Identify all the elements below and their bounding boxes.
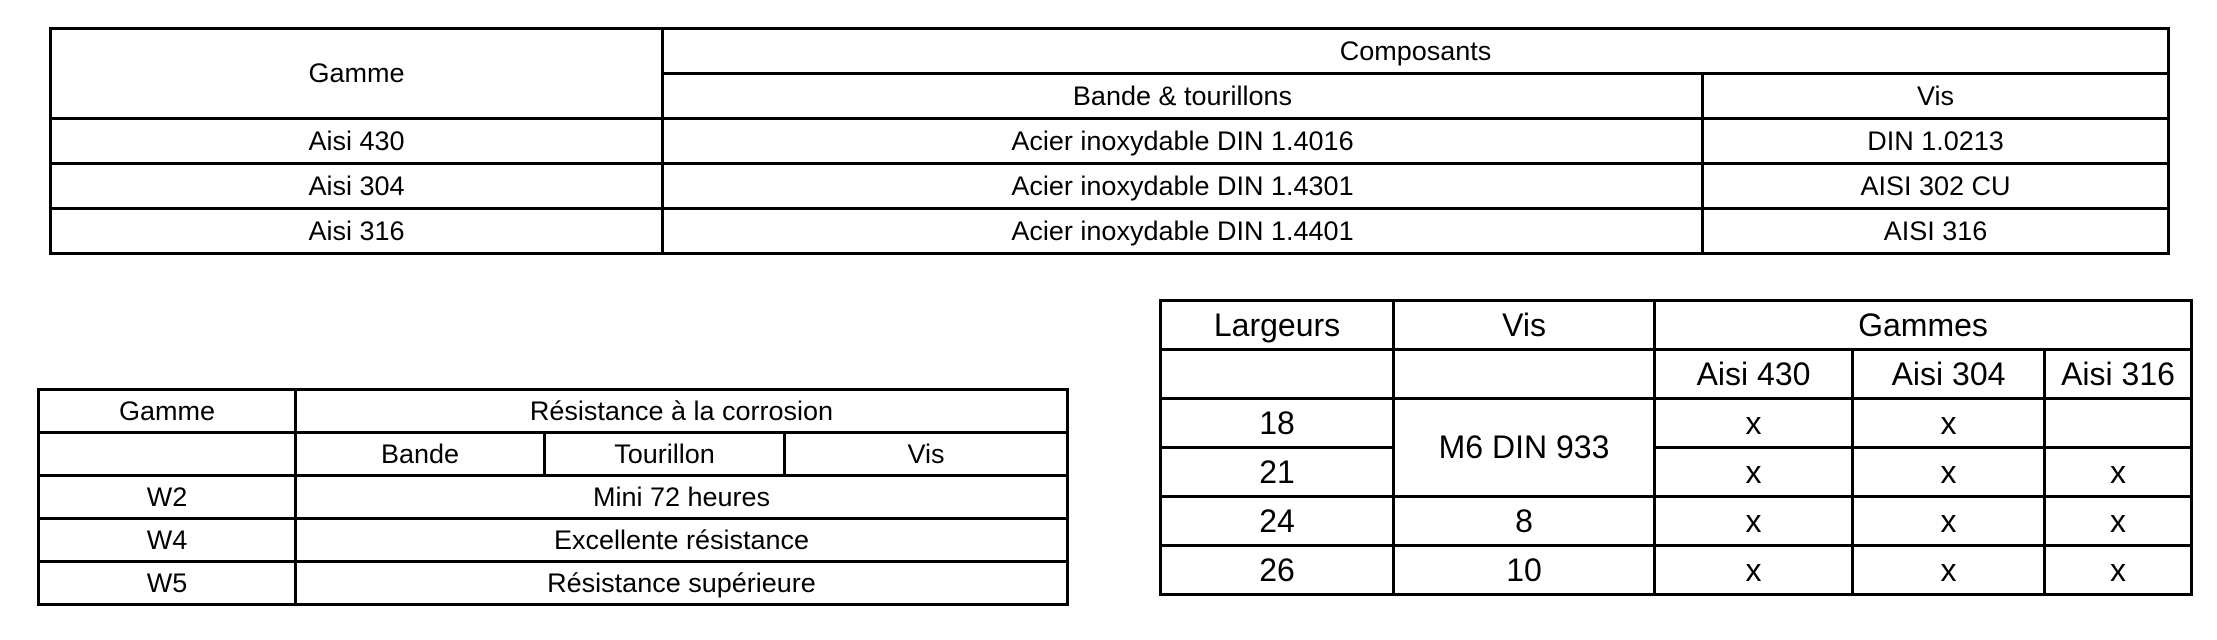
cell-aisi-430: x bbox=[1655, 448, 1853, 497]
components-table bbox=[49, 27, 2170, 255]
cell-gamme: Aisi 304 bbox=[51, 164, 663, 209]
cell-aisi-316: x bbox=[2045, 448, 2192, 497]
header-empty bbox=[1394, 350, 1655, 399]
cell-aisi-430: x bbox=[1655, 546, 1853, 595]
cell-gamme: W4 bbox=[39, 519, 296, 562]
header-gammes: Gammes bbox=[1655, 301, 2192, 350]
cell-largeur: 24 bbox=[1161, 497, 1394, 546]
header-resistance: Résistance à la corrosion bbox=[296, 390, 1068, 433]
header-bande-tourillons: Bande & tourillons bbox=[663, 74, 1703, 119]
table-row bbox=[39, 433, 1068, 476]
cell-vis: 8 bbox=[1394, 497, 1655, 546]
header-largeurs: Largeurs bbox=[1161, 301, 1394, 350]
table-row bbox=[1161, 301, 2192, 350]
header-vis: Vis bbox=[1703, 74, 2169, 119]
table-row bbox=[1161, 546, 2192, 595]
cell-bande: Acier inoxydable DIN 1.4016 bbox=[663, 119, 1703, 164]
cell-vis: 10 bbox=[1394, 546, 1655, 595]
header-aisi-316: Aisi 316 bbox=[2045, 350, 2192, 399]
table-row bbox=[1161, 497, 2192, 546]
header-aisi-304: Aisi 304 bbox=[1853, 350, 2045, 399]
cell-aisi-316 bbox=[2045, 399, 2192, 448]
cell-aisi-316: x bbox=[2045, 546, 2192, 595]
widths-table bbox=[1159, 299, 2193, 596]
header-gamme: Gamme bbox=[51, 29, 663, 119]
cell-resistance: Mini 72 heures bbox=[296, 476, 1068, 519]
cell-aisi-430: x bbox=[1655, 399, 1853, 448]
cell-largeur: 21 bbox=[1161, 448, 1394, 497]
table-row bbox=[1161, 350, 2192, 399]
table-row bbox=[51, 164, 2169, 209]
cell-gamme: W2 bbox=[39, 476, 296, 519]
cell-bande: Acier inoxydable DIN 1.4401 bbox=[663, 209, 1703, 254]
cell-vis-merged: M6 DIN 933 bbox=[1394, 399, 1655, 497]
cell-gamme: Aisi 316 bbox=[51, 209, 663, 254]
table-row bbox=[39, 476, 1068, 519]
cell-vis: AISI 316 bbox=[1703, 209, 2169, 254]
table-row bbox=[1161, 399, 2192, 448]
cell-aisi-430: x bbox=[1655, 497, 1853, 546]
cell-resistance: Résistance supérieure bbox=[296, 562, 1068, 605]
header-vis: Vis bbox=[785, 433, 1068, 476]
header-aisi-430: Aisi 430 bbox=[1655, 350, 1853, 399]
header-empty bbox=[39, 433, 296, 476]
cell-largeur: 26 bbox=[1161, 546, 1394, 595]
cell-aisi-304: x bbox=[1853, 546, 2045, 595]
header-bande: Bande bbox=[296, 433, 545, 476]
header-composants: Composants bbox=[663, 29, 2169, 74]
table-row bbox=[51, 29, 2169, 74]
table-row bbox=[1161, 448, 2192, 497]
table-row bbox=[51, 209, 2169, 254]
header-empty bbox=[1161, 350, 1394, 399]
cell-largeur: 18 bbox=[1161, 399, 1394, 448]
cell-aisi-304: x bbox=[1853, 399, 2045, 448]
header-tourillon: Tourillon bbox=[545, 433, 785, 476]
cell-resistance: Excellente résistance bbox=[296, 519, 1068, 562]
corrosion-table bbox=[37, 388, 1069, 606]
table-row bbox=[39, 390, 1068, 433]
cell-gamme: W5 bbox=[39, 562, 296, 605]
header-vis: Vis bbox=[1394, 301, 1655, 350]
cell-vis: AISI 302 CU bbox=[1703, 164, 2169, 209]
table-row bbox=[51, 119, 2169, 164]
cell-aisi-316: x bbox=[2045, 497, 2192, 546]
header-gamme: Gamme bbox=[39, 390, 296, 433]
table-row bbox=[39, 562, 1068, 605]
cell-aisi-304: x bbox=[1853, 448, 2045, 497]
cell-vis: DIN 1.0213 bbox=[1703, 119, 2169, 164]
table-row bbox=[39, 519, 1068, 562]
cell-gamme: Aisi 430 bbox=[51, 119, 663, 164]
cell-bande: Acier inoxydable DIN 1.4301 bbox=[663, 164, 1703, 209]
cell-aisi-304: x bbox=[1853, 497, 2045, 546]
